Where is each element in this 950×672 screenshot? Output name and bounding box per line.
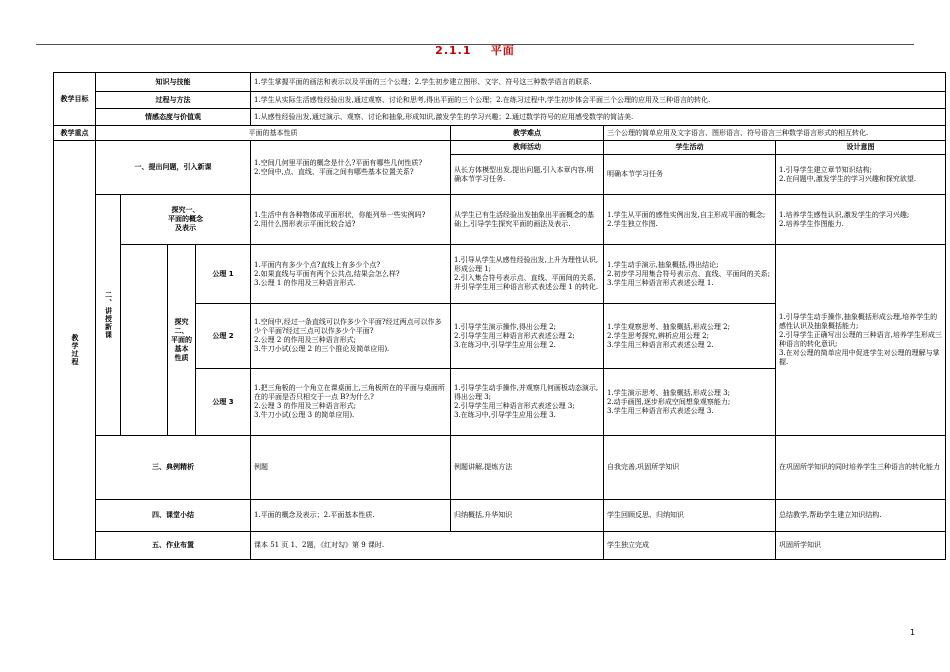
section-4-teacher: 归纳概括,升华知识 <box>451 500 604 532</box>
section-4-name: 四、课堂小结 <box>96 500 251 532</box>
page-number: 1 <box>910 628 916 637</box>
goal-content: 1.学生从实际生活感性经验出发,通过观察、讨论和思考,得出平面的三个公理；2.在练习过程中,学生初步体会平面三个公理的应用及三种语言的转化. <box>251 92 946 109</box>
axiom-3-student: 1.学生演示思考、抽象概括,形成公理 3; 2.动手画图,逐步形成空间想象观察能力; 3.学生用三种语言形式表述公理 3. <box>604 369 776 436</box>
axiom-1-student: 1.学生动手演示,抽象概括,得出结论; 2.初步学习用集合符号表示点、直线、平面间的关系; 3.学生用三种语言形式表述公理 1. <box>604 245 776 304</box>
focus-row <box>54 126 946 141</box>
difficulty-content: 三个公理的简单应用及文字语言、图形语言、符号语言三种数学语言形式的相互转化. <box>604 126 946 141</box>
section-5-student: 学生独立完成 <box>604 532 776 560</box>
process-label: 教学过程 <box>54 141 96 560</box>
axiom-1-row <box>54 245 946 304</box>
section-4-content: 1.平面的概念及表示；2.平面基本性质. <box>251 500 451 532</box>
explore-1-name: 探究一、 平面的概念 及表示 <box>121 195 251 245</box>
design-intent-header: 设计意图 <box>776 141 946 155</box>
axiom-2-name: 公理 2 <box>196 304 251 369</box>
goal-row <box>54 109 946 126</box>
difficulty-label: 教学难点 <box>451 126 604 141</box>
explore-2-spacer <box>121 245 168 436</box>
focus-label: 教学重点 <box>54 126 96 141</box>
page-title: 2.1.1 平面 <box>435 44 515 57</box>
axiom-2-content: 1.空间中,经过一条直线可以作多少个平面?经过两点可以作多少个平面?经过三点可以作多少个平面? 2.公理 2 的作用及三种语言形式; 3.牛刀小试(公理 2 的三个推论及简单应用). <box>251 304 451 369</box>
explore-1-content: 1.生活中有各种物体成平面形状，你能列举一些实例吗? 2.用什么图形表示平面比较合适? <box>251 195 451 245</box>
section-4-student: 学生回顾反思、归纳知识 <box>604 500 776 532</box>
axiom-1-name: 公理 1 <box>196 245 251 304</box>
goal-content: 1.学生掌握平面的画法和表示以及平面的三个公理；2.学生初步建立图形、文字、符号这三种数学语言的联系. <box>251 73 946 92</box>
section-5-name: 五、作业布置 <box>96 532 251 560</box>
section-3-teacher: 例题讲解,提炼方法 <box>451 436 604 500</box>
focus-content: 平面的基本性质 <box>96 126 451 141</box>
goal-content: 1.从感性经验出发,通过演示、观察、讨论和抽象,形成知识,激发学生的学习兴趣；2.通过数学符号的应用感受数学的简洁美. <box>251 109 946 126</box>
goal-row <box>54 73 946 92</box>
section-5-content: 课本 51 页 1、2题，《红对勾》第 9 课时. <box>251 532 604 560</box>
explore-2-name: 探究 二、 平面的 基本 性质 <box>168 245 196 436</box>
explore-1-row <box>54 195 946 245</box>
section-3-row <box>54 436 946 500</box>
section-1-content: 1.空间几何里平面的概念是什么?平面有哪些几何性质? 2.空间中,点、直线、平面之间有哪些基本位置关系? <box>251 141 451 195</box>
section-5-row <box>54 532 946 560</box>
section-5-intent: 巩固所学知识 <box>776 532 946 560</box>
student-activity-header: 学生活动 <box>604 141 776 155</box>
axiom-1-content: 1.平面内有多少个点?直线上有多少个点? 2.如果直线与平面有两个公共点,结果会怎么样? 3.公理 1 的作用及三种语言形式. <box>251 245 451 304</box>
section-3-intent: 在巩固所学知识的同时培养学生三种语言的转化能力 <box>776 436 946 500</box>
goal-name: 情感态度与价值观 <box>96 109 251 126</box>
axiom-2-student: 1.学生观察思考、抽象概括,形成公理 2; 2.学生思考探究,辨析应用公理 2; 3.学生用三种语言形式表述公理 2. <box>604 304 776 369</box>
goal-name: 过程与方法 <box>96 92 251 109</box>
explore-1-teacher: 从学生已有生活经验出发抽象出平面概念的基础上,引导学生探究平面的画法及表示. <box>451 195 604 245</box>
section-3-content: 例题 <box>251 436 451 500</box>
axiom-3-name: 公理 3 <box>196 369 251 436</box>
axiom-2-teacher: 1.引导学生演示操作,得出公理 2; 2.引导学生用三种语言形式表述公理 2; 3.在练习中,引导学生应用公理 2. <box>451 304 604 369</box>
lesson-plan-table <box>53 72 946 560</box>
goals-label: 教学目标 <box>54 73 96 126</box>
section-3-student: 自我完善,巩固所学知识 <box>604 436 776 500</box>
section-3-name: 三、典例精析 <box>96 436 251 500</box>
section-2-name: 二、讲授新课 <box>96 195 121 436</box>
section-4-intent: 总结教学,帮助学生建立知识结构. <box>776 500 946 532</box>
goal-name: 知识与技能 <box>96 73 251 92</box>
goal-row <box>54 92 946 109</box>
explore-1-student: 1.学生从平面的感性实例出发,自主形成平面的概念; 2.学生独立作图. <box>604 195 776 245</box>
explore-1-intent: 1.培养学生感性认识,激发学生的学习兴趣; 2.培养学生作图能力. <box>776 195 946 245</box>
section-1-intent: 1.引导学生建立章节知识结构; 2.在问题中,激发学生的学习兴趣和探究欲望. <box>776 155 946 195</box>
axiom-3-teacher: 1.引导学生动手操作,并观察几何画板动态演示,得出公理 3; 2.引导学生用三种语言形式表述公理 3; 3.在练习中,引导学生应用公理 3. <box>451 369 604 436</box>
section-1-name: 一、提出问题，引入新课 <box>96 141 251 195</box>
section-1-teacher: 从长方体模型出发,提出问题,引入本章内容,明确本节学习任务. <box>451 155 604 195</box>
section-1-student: 明确本节学习任务 <box>604 155 776 195</box>
axiom-1-teacher: 1.引导从学生从感性经验出发,上升为理性认识,形成公理 1; 2.引入集合符号表示点、直线、平面间的关系,并引导学生用三种语言形式表述公理 1 的转化. <box>451 245 604 304</box>
teacher-activity-header: 教师活动 <box>451 141 604 155</box>
process-header-row <box>54 141 946 155</box>
section-4-row <box>54 500 946 532</box>
explore-2-intent: 1.引导学生动手操作,抽象概括形成公理,培养学生的感性认识及抽象概括能力; 2.引导学生正确写出公理的三种语言,培养学生形成三种语言的转化意识; 3.在对公理的简单应用中促进学生对公理的理解与掌握. <box>776 245 946 436</box>
axiom-3-content: 1.把三角板的一个角立在课桌面上,三角板所在的平面与桌面所在的平面是否只相交于一点 B?为什么? 2.公理 3 的作用及三种语言形式; 3.牛刀小试(公理 3 的简单应用). <box>251 369 451 436</box>
